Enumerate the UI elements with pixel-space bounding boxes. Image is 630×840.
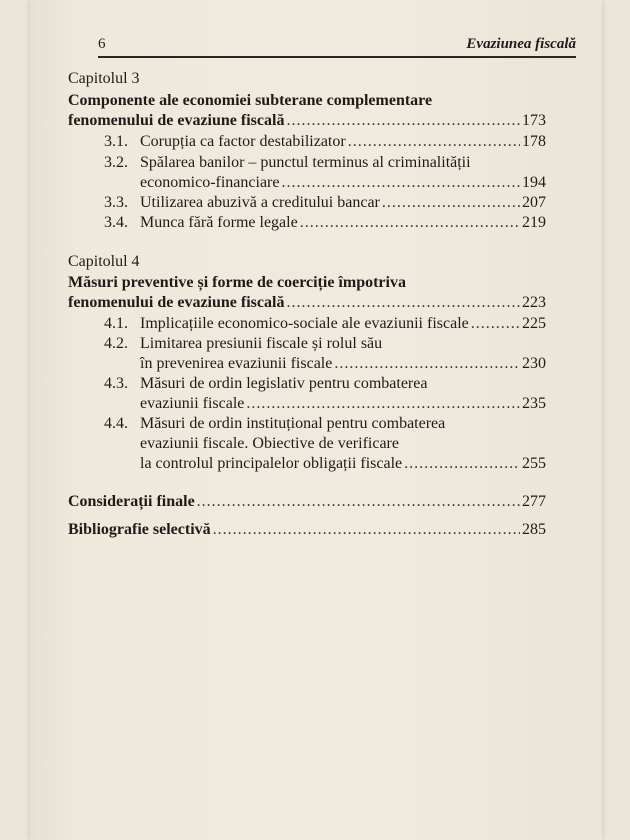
section-title: Corupția ca factor destabilizator — [140, 133, 346, 150]
toc-entry-bibliography[interactable] — [68, 520, 546, 540]
chapter-3-label: Capitolul 3 — [68, 70, 140, 87]
chapter-3-page: 173 — [522, 112, 546, 129]
section-title-cont: în prevenirea evaziunii fiscale — [140, 355, 333, 372]
toc-entry-4-2[interactable] — [140, 354, 546, 374]
running-header — [98, 34, 576, 58]
section-page: 230 — [522, 355, 546, 372]
final-page: 277 — [522, 493, 546, 510]
chapter-3-title-line2: fenomenului de evaziune fiscală — [68, 112, 285, 129]
bibliography-page: 285 — [522, 521, 546, 538]
section-title: Utilizarea abuzivă a creditului bancar — [140, 194, 380, 211]
section-title-cont: economico-financiare — [140, 174, 280, 191]
section-title-cont: evaziunii fiscale. Obiective de verificare — [140, 435, 399, 452]
leader-dots — [197, 492, 520, 512]
running-title: Evaziunea fiscală — [466, 36, 576, 52]
leader-dots — [334, 354, 520, 374]
toc-entry-4-4[interactable] — [140, 454, 546, 474]
section-number: 3.3. — [104, 194, 128, 211]
leader-dots — [348, 132, 520, 152]
chapter-4-title-line2: fenomenului de evaziune fiscală — [68, 294, 285, 311]
final-title: Considerații finale — [68, 493, 195, 510]
section-number: 3.2. — [104, 154, 128, 171]
toc-entry-3-3[interactable] — [104, 193, 546, 213]
toc-entry-4-3-line1[interactable] — [104, 374, 427, 394]
toc-entry-4-4-line1[interactable] — [104, 414, 445, 434]
toc-entry-chapter-3[interactable] — [68, 111, 546, 131]
section-number: 4.1. — [104, 315, 128, 332]
leader-dots — [382, 193, 520, 213]
section-page: 219 — [522, 214, 546, 231]
leader-dots — [300, 213, 520, 233]
chapter-3-title-line1: Componente ale economiei subterane complementare — [68, 92, 433, 109]
section-title: Măsuri de ordin legislativ pentru combaterea — [140, 375, 428, 392]
section-page: 178 — [522, 133, 546, 150]
section-number: 3.4. — [104, 214, 128, 231]
toc-entry-4-3[interactable] — [140, 394, 546, 414]
section-title: Limitarea presiunii fiscale și rolul său — [140, 335, 383, 352]
section-title-cont: la controlul principalelor obligații fiscale — [140, 455, 403, 472]
leader-dots — [246, 394, 520, 414]
chapter-4-title-line1: Măsuri preventive și forme de coerciție împotriva — [68, 274, 406, 291]
section-page: 207 — [522, 194, 546, 211]
page-number: 6 — [98, 36, 106, 52]
section-number: 4.3. — [104, 375, 128, 392]
leader-dots — [286, 111, 520, 131]
bibliography-title: Bibliografie selectivă — [68, 521, 211, 538]
section-title: Măsuri de ordin instituțional pentru combaterea — [140, 415, 446, 432]
section-title: Munca fără forme legale — [140, 214, 298, 231]
toc-entry-3-4[interactable] — [104, 213, 546, 233]
leader-dots — [286, 293, 520, 313]
toc-entry-chapter-4[interactable] — [68, 293, 546, 313]
section-number: 3.1. — [104, 133, 128, 150]
section-page: 255 — [522, 455, 546, 472]
section-title: Spălarea banilor – punctul terminus al criminalității — [140, 154, 471, 171]
toc-entry-3-1[interactable] — [104, 132, 546, 152]
leader-dots — [404, 454, 520, 474]
section-title: Implicațiile economico-sociale ale evaziunii fiscale — [140, 315, 469, 332]
chapter-4-label: Capitolul 4 — [68, 253, 140, 270]
toc-entry-4-1[interactable] — [104, 314, 546, 334]
leader-dots — [213, 520, 520, 540]
toc-entry-3-2[interactable] — [140, 173, 546, 193]
leader-dots — [281, 173, 520, 193]
section-title-cont: evaziunii fiscale — [140, 395, 245, 412]
section-page: 235 — [522, 395, 546, 412]
toc-entry-3-2-line1[interactable] — [104, 153, 471, 173]
section-page: 194 — [522, 174, 546, 191]
section-number: 4.4. — [104, 415, 128, 432]
section-page: 225 — [522, 315, 546, 332]
section-number: 4.2. — [104, 335, 128, 352]
toc-entry-4-2-line1[interactable] — [104, 334, 382, 354]
toc-entry-final[interactable] — [68, 492, 546, 512]
chapter-4-page: 223 — [522, 294, 546, 311]
leader-dots — [471, 314, 520, 334]
